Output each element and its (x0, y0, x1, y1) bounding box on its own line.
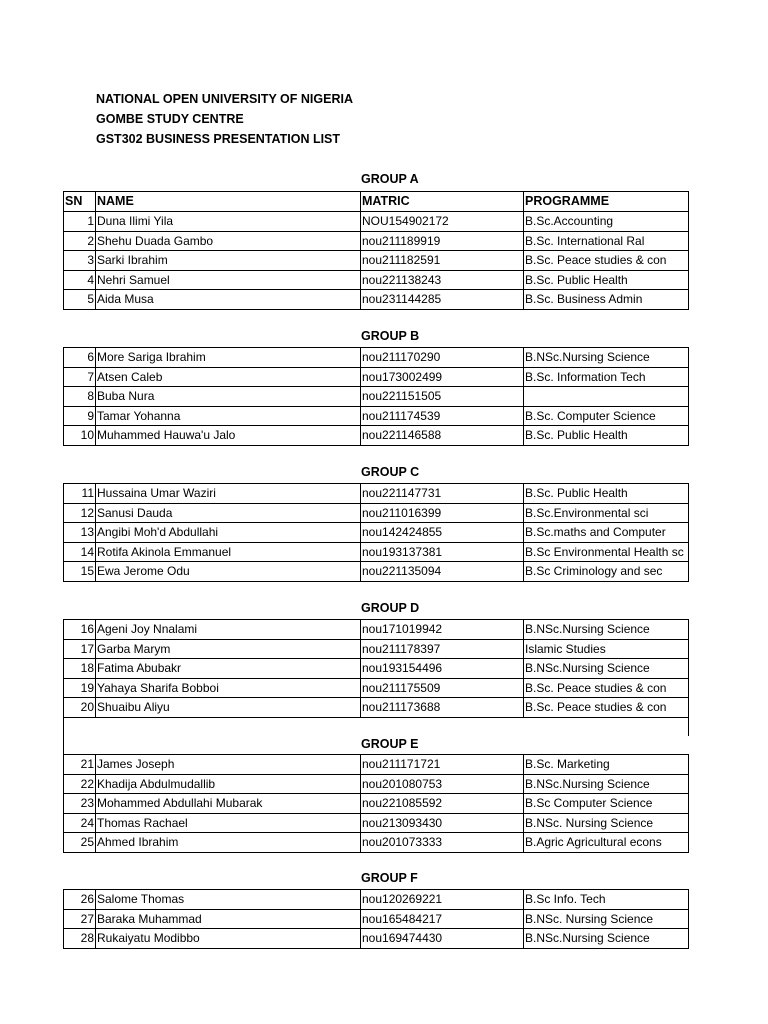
cell-name: Hussaina Umar Waziri (95, 484, 360, 503)
cell-sn: 9 (63, 407, 95, 426)
cell-matric: nou120269221 (360, 890, 523, 909)
cell-name: Tamar Yohanna (95, 407, 360, 426)
table-row (63, 211, 689, 231)
table-row (63, 639, 689, 659)
cell-matric: nou211182591 (360, 251, 523, 270)
cell-sn: 11 (63, 484, 95, 503)
table-row (63, 889, 689, 909)
cell-programme: B.Sc. Computer Science (523, 407, 689, 426)
cell-matric: NOU154902172 (360, 212, 523, 231)
cell-matric: nou221151505 (360, 387, 523, 406)
table-row (63, 793, 689, 813)
cell-programme (523, 387, 689, 406)
cell-programme: B.Sc. Public Health (523, 271, 689, 290)
cell-sn: 24 (63, 814, 95, 833)
table-row (63, 678, 689, 698)
cell-matric: nou142424855 (360, 523, 523, 542)
cell-name: James Joseph (95, 755, 360, 774)
column-header-programme: PROGRAMME (523, 192, 689, 211)
cell-sn: 1 (63, 212, 95, 231)
cell-name: Ahmed Ibrahim (95, 833, 360, 852)
cell-matric: nou201080753 (360, 775, 523, 794)
table-row (63, 522, 689, 542)
cell-matric: nou231144285 (360, 290, 523, 309)
cell-programme: B.Agric Agricultural econs (523, 833, 689, 852)
cell-programme: B.Sc. Business Admin (523, 290, 689, 309)
cell-programme: B.Sc. Public Health (523, 426, 689, 445)
group-title: GROUP A (361, 172, 419, 186)
cell-sn: 17 (63, 640, 95, 659)
cell-sn: 7 (63, 368, 95, 387)
cell-matric: nou193154496 (360, 659, 523, 678)
group-title: GROUP F (361, 871, 418, 885)
cell-matric: nou221135094 (360, 562, 523, 581)
cell-programme: B.Sc Environmental Health sc (523, 543, 689, 562)
cell-matric: nou221146588 (360, 426, 523, 445)
cell-sn: 3 (63, 251, 95, 270)
cell-matric: nou211175509 (360, 679, 523, 698)
cell-matric: nou211178397 (360, 640, 523, 659)
cell-programme: B.Sc. Peace studies & con (523, 251, 689, 270)
table-row (63, 270, 689, 290)
cell-matric: nou221147731 (360, 484, 523, 503)
cell-matric: nou201073333 (360, 833, 523, 852)
cell-programme: B.Sc. Marketing (523, 755, 689, 774)
border-stub (688, 714, 689, 736)
cell-sn: 13 (63, 523, 95, 542)
cell-programme: B.Sc.Accounting (523, 212, 689, 231)
group-title: GROUP B (361, 329, 420, 343)
table-row (63, 347, 689, 367)
cell-sn: 14 (63, 543, 95, 562)
cell-programme: B.NSc.Nursing Science (523, 659, 689, 678)
cell-programme: B.NSc. Nursing Science (523, 910, 689, 929)
table-row (63, 231, 689, 251)
cell-matric: nou211170290 (360, 348, 523, 367)
list-title: GST302 BUSINESS PRESENTATION LIST (96, 132, 341, 146)
table-row (63, 774, 689, 794)
cell-programme: B.NSc.Nursing Science (523, 348, 689, 367)
cell-name: Baraka Muhammad (95, 910, 360, 929)
table-row (63, 406, 689, 426)
cell-sn: 26 (63, 890, 95, 909)
cell-name: Thomas Rachael (95, 814, 360, 833)
cell-name: More Sariga Ibrahim (95, 348, 360, 367)
cell-name: Ewa Jerome Odu (95, 562, 360, 581)
table-row (63, 697, 689, 718)
column-header-matric: MATRIC (360, 192, 523, 211)
cell-programme: B.NSc.Nursing Science (523, 620, 689, 639)
cell-sn: 22 (63, 775, 95, 794)
cell-sn: 15 (63, 562, 95, 581)
cell-name: Khadija Abdulmudallib (95, 775, 360, 794)
cell-programme: B.Sc. Information Tech (523, 368, 689, 387)
cell-sn: 23 (63, 794, 95, 813)
cell-sn: 12 (63, 504, 95, 523)
cell-name: Fatima Abubakr (95, 659, 360, 678)
table-row (63, 250, 689, 270)
cell-sn: 27 (63, 910, 95, 929)
cell-programme: Islamic Studies (523, 640, 689, 659)
cell-matric: nou221085592 (360, 794, 523, 813)
group-title: GROUP D (361, 601, 420, 615)
cell-name: Garba Marym (95, 640, 360, 659)
cell-matric: nou169474430 (360, 929, 523, 948)
study-centre: GOMBE STUDY CENTRE (96, 112, 244, 126)
table-row (63, 561, 689, 582)
table-row (63, 928, 689, 949)
table-row (63, 813, 689, 833)
cell-matric: nou211173688 (360, 698, 523, 717)
cell-matric: nou211171721 (360, 755, 523, 774)
cell-programme: B.Sc.Environmental sci (523, 504, 689, 523)
cell-name: Rukaiyatu Modibbo (95, 929, 360, 948)
cell-name: Shehu Duada Gambo (95, 232, 360, 251)
cell-name: Sarki Ibrahim (95, 251, 360, 270)
cell-sn: 6 (63, 348, 95, 367)
cell-programme: B.Sc Criminology and sec (523, 562, 689, 581)
cell-sn: 10 (63, 426, 95, 445)
table-row (63, 658, 689, 678)
cell-matric: nou211016399 (360, 504, 523, 523)
cell-name: Duna Ilimi Yila (95, 212, 360, 231)
cell-sn: 19 (63, 679, 95, 698)
group-title: GROUP C (361, 465, 420, 479)
cell-name: Ageni Joy Nnalami (95, 620, 360, 639)
column-header-name: NAME (95, 192, 360, 211)
border-stub (63, 714, 64, 754)
table-row (63, 483, 689, 503)
cell-programme: B.NSc. Nursing Science (523, 814, 689, 833)
cell-sn: 21 (63, 755, 95, 774)
cell-name: Mohammed Abdullahi Mubarak (95, 794, 360, 813)
cell-programme: B.Sc Computer Science (523, 794, 689, 813)
cell-matric: nou213093430 (360, 814, 523, 833)
cell-name: Salome Thomas (95, 890, 360, 909)
cell-sn: 2 (63, 232, 95, 251)
cell-matric: nou171019942 (360, 620, 523, 639)
table-row (63, 425, 689, 446)
cell-programme: B.NSc.Nursing Science (523, 929, 689, 948)
cell-sn: 4 (63, 271, 95, 290)
cell-sn: 8 (63, 387, 95, 406)
cell-name: Atsen Caleb (95, 368, 360, 387)
cell-name: Sanusi Dauda (95, 504, 360, 523)
cell-sn: 25 (63, 833, 95, 852)
cell-matric: nou211174539 (360, 407, 523, 426)
cell-matric: nou193137381 (360, 543, 523, 562)
cell-sn: 16 (63, 620, 95, 639)
table-row (63, 619, 689, 639)
table-row (63, 503, 689, 523)
cell-programme: B.Sc.maths and Computer (523, 523, 689, 542)
cell-matric: nou221138243 (360, 271, 523, 290)
cell-name: Aida Musa (95, 290, 360, 309)
table-row (63, 289, 689, 310)
cell-name: Nehri Samuel (95, 271, 360, 290)
cell-sn: 18 (63, 659, 95, 678)
cell-programme: B.NSc.Nursing Science (523, 775, 689, 794)
cell-sn: 5 (63, 290, 95, 309)
cell-name: Buba Nura (95, 387, 360, 406)
cell-programme: B.Sc. Peace studies & con (523, 679, 689, 698)
cell-name: Yahaya Sharifa Bobboi (95, 679, 360, 698)
cell-name: Shuaibu Aliyu (95, 698, 360, 717)
cell-matric: nou211189919 (360, 232, 523, 251)
group-title: GROUP E (361, 737, 419, 751)
cell-programme: B.Sc Info. Tech (523, 890, 689, 909)
cell-sn: 20 (63, 698, 95, 717)
table-row (63, 367, 689, 387)
cell-matric: nou173002499 (360, 368, 523, 387)
table-row (63, 832, 689, 853)
institution-name: NATIONAL OPEN UNIVERSITY OF NIGERIA (96, 92, 353, 106)
cell-programme: B.Sc. Public Health (523, 484, 689, 503)
column-header-sn: SN (63, 192, 95, 211)
table-row (63, 909, 689, 929)
table-row (63, 542, 689, 562)
cell-programme: B.Sc. International Ral (523, 232, 689, 251)
cell-programme: B.Sc. Peace studies & con (523, 698, 689, 717)
cell-matric: nou165484217 (360, 910, 523, 929)
cell-sn: 28 (63, 929, 95, 948)
table-row (63, 754, 689, 774)
cell-name: Muhammed Hauwa'u Jalo (95, 426, 360, 445)
table-row (63, 386, 689, 406)
table-header-row (63, 191, 689, 211)
cell-name: Rotifa Akinola Emmanuel (95, 543, 360, 562)
cell-name: Angibi Moh'd Abdullahi (95, 523, 360, 542)
